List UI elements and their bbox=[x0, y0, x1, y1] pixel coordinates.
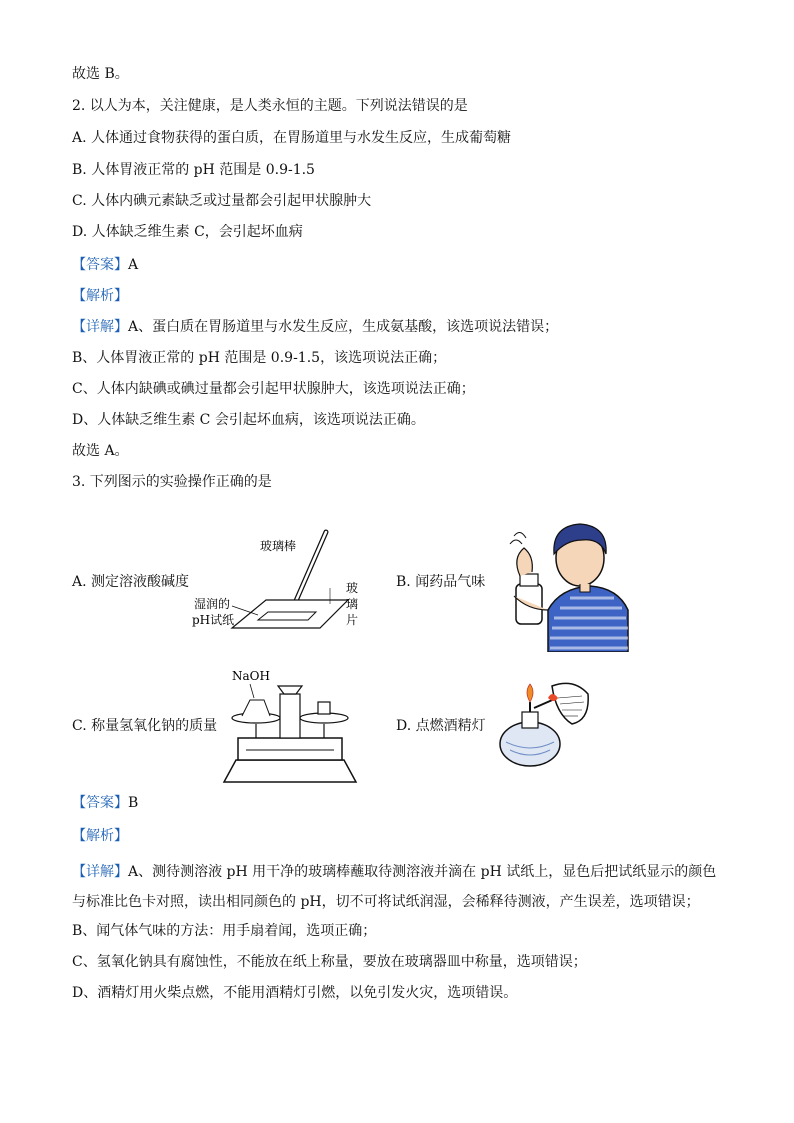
q3-option-d: D. 点燃酒精灯 bbox=[396, 718, 486, 734]
answer-tag: 【答案】 bbox=[72, 795, 128, 811]
detail-text: A、测待测溶液 pH 用干净的玻璃棒蘸取待测溶液并滴在 pH 试纸上，显色后把试纸显示的颜色与标准比色卡对照，读出相同颜色的 pH，切不可将试纸润湿，会稀释待测液，产生误差，选项错误； bbox=[72, 864, 717, 910]
naoh-label: NaOH bbox=[232, 669, 270, 683]
q3-option-b: B. 闻药品气味 bbox=[396, 574, 486, 590]
q2-option-a: A. 人体通过食物获得的蛋白质，在胃肠道里与水发生反应，生成葡萄糖 bbox=[72, 130, 512, 146]
q3-detail-a bbox=[72, 857, 722, 917]
wet-paper-label-2: pH试纸 bbox=[192, 613, 235, 627]
q2-stem: 2. 以人为本，关注健康，是人类永恒的主题。下列说法错误的是 bbox=[72, 98, 468, 114]
wet-paper-label-1: 湿润的 bbox=[194, 597, 231, 611]
q2-option-b: B. 人体胃液正常的 pH 范围是 0.9-1.5 bbox=[72, 162, 315, 178]
q2-detail-d: D、人体缺乏维生素 C 会引起坏血病，该选项说法正确。 bbox=[72, 412, 425, 428]
detail-tag: 【详解】 bbox=[72, 864, 128, 880]
analysis-tag: 【解析】 bbox=[72, 828, 128, 844]
glass-plate-label-2: 璃 bbox=[346, 597, 359, 611]
q3-stem: 3. 下列图示的实验操作正确的是 bbox=[72, 474, 272, 490]
q2-conclusion: 故选 A。 bbox=[72, 443, 129, 459]
glass-rod-label: 玻璃棒 bbox=[260, 539, 297, 553]
smelling-figure bbox=[508, 514, 632, 652]
q3-analysis-tag bbox=[72, 826, 128, 846]
detail-tag: 【详解】 bbox=[72, 319, 128, 335]
balance-figure bbox=[220, 664, 360, 784]
q2-detail-a bbox=[72, 317, 558, 337]
glass-plate-label-1: 玻 bbox=[346, 581, 359, 595]
q2-detail-c: C、人体内缺碘或碘过量都会引起甲状腺肿大，该选项说法正确； bbox=[72, 381, 475, 397]
ph-test-figure bbox=[188, 522, 368, 634]
q2-detail-b: B、人体胃液正常的 pH 范围是 0.9-1.5，该选项说法正确； bbox=[72, 350, 447, 366]
q3-detail-c: C、氢氧化钠具有腐蚀性，不能放在纸上称量，要放在玻璃器皿中称量，选项错误； bbox=[72, 954, 587, 970]
answer-value: B bbox=[128, 795, 139, 811]
q3-answer bbox=[72, 793, 138, 813]
glass-plate-label-3: 片 bbox=[346, 613, 359, 627]
q1-conclusion: 故选 B。 bbox=[72, 66, 129, 82]
detail-text: A、蛋白质在胃肠道里与水发生反应，生成氨基酸，该选项说法错误； bbox=[128, 319, 559, 335]
q3-option-a: A. 测定溶液酸碱度 bbox=[72, 574, 190, 590]
answer-tag: 【答案】 bbox=[72, 257, 128, 273]
q3-detail-d: D、酒精灯用火柴点燃，不能用酒精灯引燃，以免引发火灾，选项错误。 bbox=[72, 985, 518, 1001]
analysis-tag: 【解析】 bbox=[72, 288, 128, 304]
alcohol-lamp-figure bbox=[492, 680, 592, 776]
q2-option-d: D. 人体缺乏维生素 C，会引起坏血病 bbox=[72, 224, 303, 240]
q2-analysis-tag bbox=[72, 286, 128, 306]
q3-option-c: C. 称量氢氧化钠的质量 bbox=[72, 718, 218, 734]
q2-option-c: C. 人体内碘元素缺乏或过量都会引起甲状腺肿大 bbox=[72, 193, 372, 209]
q2-answer bbox=[72, 255, 138, 275]
q3-detail-b: B、闻气体气味的方法：用手扇着闻，选项正确； bbox=[72, 923, 377, 939]
answer-value: A bbox=[128, 257, 139, 273]
